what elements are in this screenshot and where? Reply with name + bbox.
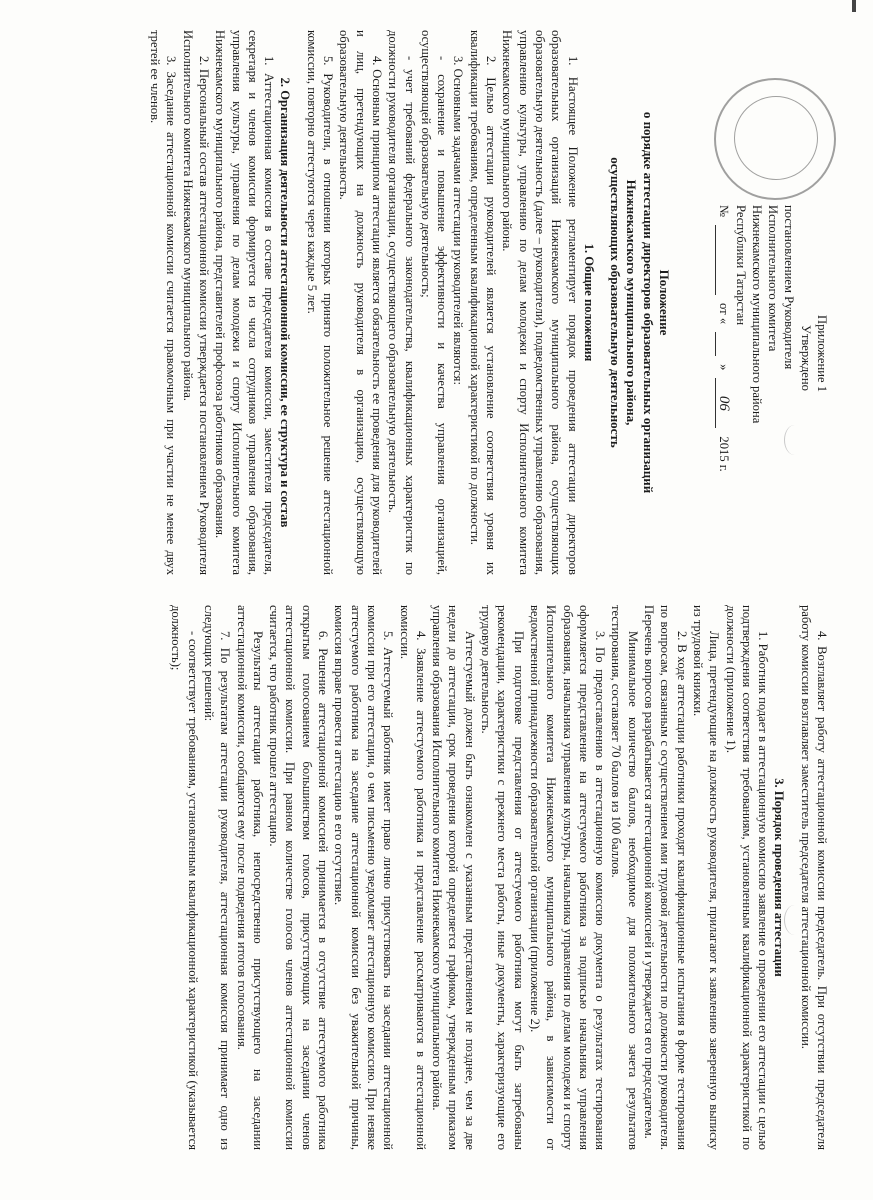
list-item: - соответствует требованиям, установленным квалификационной характеристикой (указывается должность); bbox=[169, 605, 200, 1150]
paragraph: 2. В ходе аттестации работники проходят квалификационные испытания в форме тестирования по вопросам, связанным с осуществлением ими трудовой деятельности по должности руководителя. Перечень вопросов разрабатывается аттестационной комиссией и утверждается его председателем. bbox=[642, 605, 689, 1150]
paragraph: 6. Решение аттестационной комиссией принимается в отсутствие аттестуемого работника открытым голосованием большинством голосов, присутствующих на заседании членов аттестационной комиссии. При равном количестве голосов членов аттестационной комиссии считается, что работник прошел аттестацию. bbox=[267, 605, 331, 1150]
paragraph: 1. Аттестационная комиссия в составе председателя комиссии, заместителя председателя, секретаря и членов комиссии формируется из числа сотрудников управления образования, управления культуры, управления по делам молодежи и спорту Исполнительного комитета Нижнекамского муниципального района, представителей профсоюза работников образования. bbox=[213, 30, 277, 575]
decree-number bbox=[715, 225, 732, 295]
day-value bbox=[715, 332, 732, 356]
paragraph: Результаты аттестации работника, непосредственно присутствующего на заседании аттестационной комиссии, сообщаются ему после подведения итогов голосования. bbox=[234, 605, 265, 1150]
scan-edge-mark bbox=[852, 0, 856, 12]
section-2-heading: 2. Организация деятельности аттестационной комиссии, ее структура и состав bbox=[278, 77, 293, 528]
paragraph: 1. Настоящее Положение регламентирует порядок проведения аттестации директоров образовательных организаций Нижнекамского муниципального района, осуществляющих образовательную деятельность (далее – руководители), подведомственных управлению образования, управлению культуры, управлению по делам молодежи и спорту Исполнительного комитета Нижнекамского муниципального района. bbox=[500, 30, 580, 575]
right-column bbox=[168, 605, 830, 1150]
title-line-2: о порядке аттестации директоров образовательных организаций bbox=[640, 111, 656, 494]
committee-label: Исполнительного комитета bbox=[766, 205, 781, 352]
title-line-3: Нижнекамского муниципального района, bbox=[624, 179, 640, 426]
section-1-heading: 1. Общие положения bbox=[581, 243, 596, 362]
paragraph: 2. Персональный состав аттестационной комиссии утверждается постановлением Руководителя Исполнительного комитета Нижнекамского муниципального района. bbox=[180, 30, 211, 575]
section-3-heading: 3. Порядок проведения аттестации bbox=[772, 778, 787, 977]
paragraph: 3. Заседание аттестационной комиссии считается правомочным при участии не менее двух третей ее членов. bbox=[148, 30, 179, 575]
document-title bbox=[607, 30, 672, 575]
appendix-label: Приложение 1 bbox=[815, 315, 829, 393]
rotated-document bbox=[22, 20, 852, 1180]
paragraph: 4. Основным принципом аттестации является обязательность ее проведения для руководителей и лиц, претендующих на должность руководителя в организацию, осуществляющую образовательную деятельность. bbox=[337, 30, 384, 575]
paragraph: Аттестуемый должен быть ознакомлен с указанным представлением не позднее, чем за две недели до аттестации, срок проведения которой определяется графиком, утвержденным приказом управления образования Исполнительного комитета Нижнекамского муниципального района. bbox=[430, 605, 477, 1150]
year-value: 2015 г. bbox=[717, 436, 732, 472]
approval-block bbox=[715, 205, 830, 565]
paragraph: 5. Руководители, в отношении которых принято положительное решение аттестационной комиссии, повторно аттестуются через каждые 5 лет. bbox=[304, 30, 336, 575]
paragraph: Лица, претендующие на должность руководителя, прилагают к заявлению заверенную выписку из трудовой книжки. bbox=[690, 605, 722, 1150]
header-area bbox=[680, 30, 830, 575]
republic-label: Республики Татарстан bbox=[733, 205, 748, 326]
paragraph: 4. Заявление аттестуемого работника и представление рассматриваются в аттестационной комиссии. bbox=[397, 605, 428, 1150]
decree-label: постановлением Руководителя bbox=[782, 205, 797, 370]
district-label: Нижнекамского муниципального района bbox=[749, 205, 764, 424]
paragraph: 4. Возглавляет работу аттестационной комиссии председатель. При отсутствии председателя работу комиссии возглавляет заместитель председателя аттестационной комиссии. bbox=[798, 605, 829, 1150]
number-sign: № bbox=[717, 205, 732, 218]
paragraph: 3. Основными задачами аттестации руководителей являются: bbox=[451, 56, 466, 385]
list-item: - учет требований федерального законодательства, квалификационных характеристик по должности руководителя организации, осуществляющего образовательную деятельность. bbox=[386, 30, 417, 575]
month-value: 06 bbox=[715, 378, 732, 428]
close-quote: » bbox=[717, 364, 732, 371]
date-line bbox=[715, 205, 732, 565]
list-item: - сохранение и повышение эффективности и качества управления организацией, осуществляющей образовательную деятельность; bbox=[418, 30, 450, 575]
paragraph: 2. Целью аттестации руководителей является установление соответствия уровня их квалификации требованиям, определенным квалификационной характеристикой по должности. bbox=[467, 30, 499, 575]
paragraph: 5. Аттестуемый работник имеет право лично присутствовать на заседании аттестационной комиссии при его аттестации, о чем письменно уведомляет аттестационную комиссию. При неявке аттестуемого работника на заседание аттестационной комиссии без уважительной причины, комиссия вправе провести аттестацию в его отсутствие. bbox=[332, 605, 396, 1150]
title-line-1: Положение bbox=[657, 269, 672, 336]
title-line-4: осуществляющих образовательную деятельность bbox=[608, 157, 624, 448]
official-stamp bbox=[714, 78, 836, 200]
left-column bbox=[147, 30, 830, 575]
paragraph: При подготовке представления от аттестуемого работника могут быть затребованы рекомендации, характеристики с прежнего места работы, иные документы, характеризующие его трудовую деятельность. bbox=[479, 605, 526, 1150]
paragraph: 3. По предоставлению в аттестационную комиссию документа о результатах тестирования оформляется представление на аттестуемого работника за подписью начальника управления образования, начальника управления культуры, начальника управления по делам молодежи и спорту Исполнительного комитета Нижнекамского муниципального района, в зависимости от ведомственной принадлежности образовательной организации (приложение 2). bbox=[527, 605, 608, 1150]
paragraph: 1. Работник подает в аттестационную комиссию заявление о проведении его аттестации с целью подтверждения соответствия требованиям, установленным квалификационной характеристикой по должности (приложение 1). bbox=[723, 605, 771, 1150]
paragraph: Минимальное количество баллов, необходимое для положительного зачета результатов тестирования, составляет 70 баллов из 100 баллов. bbox=[609, 605, 640, 1150]
approved-label: Утверждено bbox=[798, 325, 813, 391]
from-label: от « bbox=[717, 303, 732, 325]
paragraph: 7. По результатам аттестации руководителя, аттестационная комиссия принимает одно из следующих решений: bbox=[202, 605, 233, 1150]
